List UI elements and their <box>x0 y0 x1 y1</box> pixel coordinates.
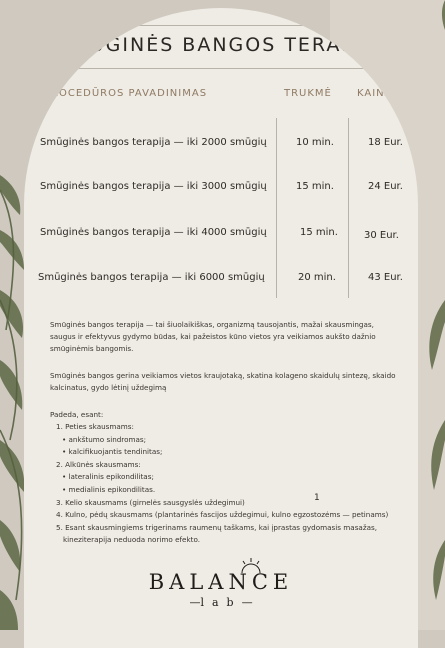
stray-mark: 1 <box>314 493 320 503</box>
procedure-price: 43 Eur. <box>368 272 403 283</box>
description-paragraph-2: Smūginės bangos gerina veikiamos vietos kraujotaką, skatina kolageno skaidulų sintezę, skaido kalcinatus, gydo lėtinį uždegimą <box>50 371 396 392</box>
list-item: kineziterapija neduoda norimo efekto. <box>63 535 200 545</box>
helps-label: Padeda, esant: <box>50 410 104 419</box>
title-top-rule <box>72 25 370 26</box>
table-row <box>24 272 418 292</box>
procedure-name: Smūginės bangos terapija — iki 4000 smūgių <box>40 227 267 238</box>
title-bottom-rule <box>72 68 370 69</box>
logo-subtitle: —lab— <box>189 596 253 609</box>
logo-subtitle-text: lab <box>200 596 242 609</box>
list-item: • kalcifikuojantis tendinitas; <box>62 447 163 457</box>
brand-logo <box>24 570 418 609</box>
procedure-price: 18 Eur. <box>368 137 403 148</box>
table-row <box>24 137 418 157</box>
column-header-duration: TRUKMĖ <box>284 88 332 99</box>
description-paragraph-1: Smūginės bangos terapija — tai šiuolaikiškas, organizmą tausojantis, mažai skausmingas, saugus ir efektyvus gydymo būdas, kai pažeistos kūno vietos yra veikiamos aukšto dažnio smūginėmis bangomis. <box>50 320 376 353</box>
price-list-card <box>24 8 418 648</box>
procedure-price: 30 Eur. <box>364 230 399 241</box>
table-row <box>24 227 418 247</box>
column-header-name: PROCEDŪROS PAVADINIMAS <box>44 88 208 99</box>
procedure-duration: 15 min. <box>296 181 334 192</box>
list-item: • medialinis epikondilitas. <box>62 484 156 494</box>
list-item: • ankštumo sindromas; <box>62 434 147 444</box>
column-header-price: KAINA <box>357 88 393 99</box>
list-item: 1. Peties skausmams: <box>56 422 134 431</box>
list-item: 5. Esant skausmingiems trigerinams raumenų taškams, kai įprastas gydomasis masažas, <box>56 522 378 532</box>
list-item: 3. Kelio skausmams (girnelės sausgyslės uždegimui) <box>56 497 245 507</box>
table-row <box>24 181 418 201</box>
procedure-name: Smūginės bangos terapija — iki 2000 smūgių <box>40 137 267 148</box>
procedure-duration: 10 min. <box>296 137 334 148</box>
procedure-price: 24 Eur. <box>368 181 403 192</box>
procedure-name: Smūginės bangos terapija — iki 6000 smūgių <box>38 272 265 283</box>
page-title: SMŪGINĖS BANGOS TERAPIJA <box>57 34 385 56</box>
procedure-duration: 15 min. <box>300 227 338 238</box>
list-item: • lateralinis epikondilitas; <box>62 472 154 482</box>
indications-list <box>50 421 400 547</box>
procedure-name: Smūginės bangos terapija — iki 3000 smūgių <box>40 181 267 192</box>
list-item: 2. Alkūnės skausmams: <box>56 459 141 469</box>
logo-wordmark: BALANCE <box>148 570 294 594</box>
list-item: 4. Kulno, pėdų skausmams (plantarinės fascijos uždegimui, kulno egzostozėms — petinams) <box>56 510 389 520</box>
procedure-duration: 20 min. <box>298 272 336 283</box>
sun-icon <box>236 558 266 574</box>
